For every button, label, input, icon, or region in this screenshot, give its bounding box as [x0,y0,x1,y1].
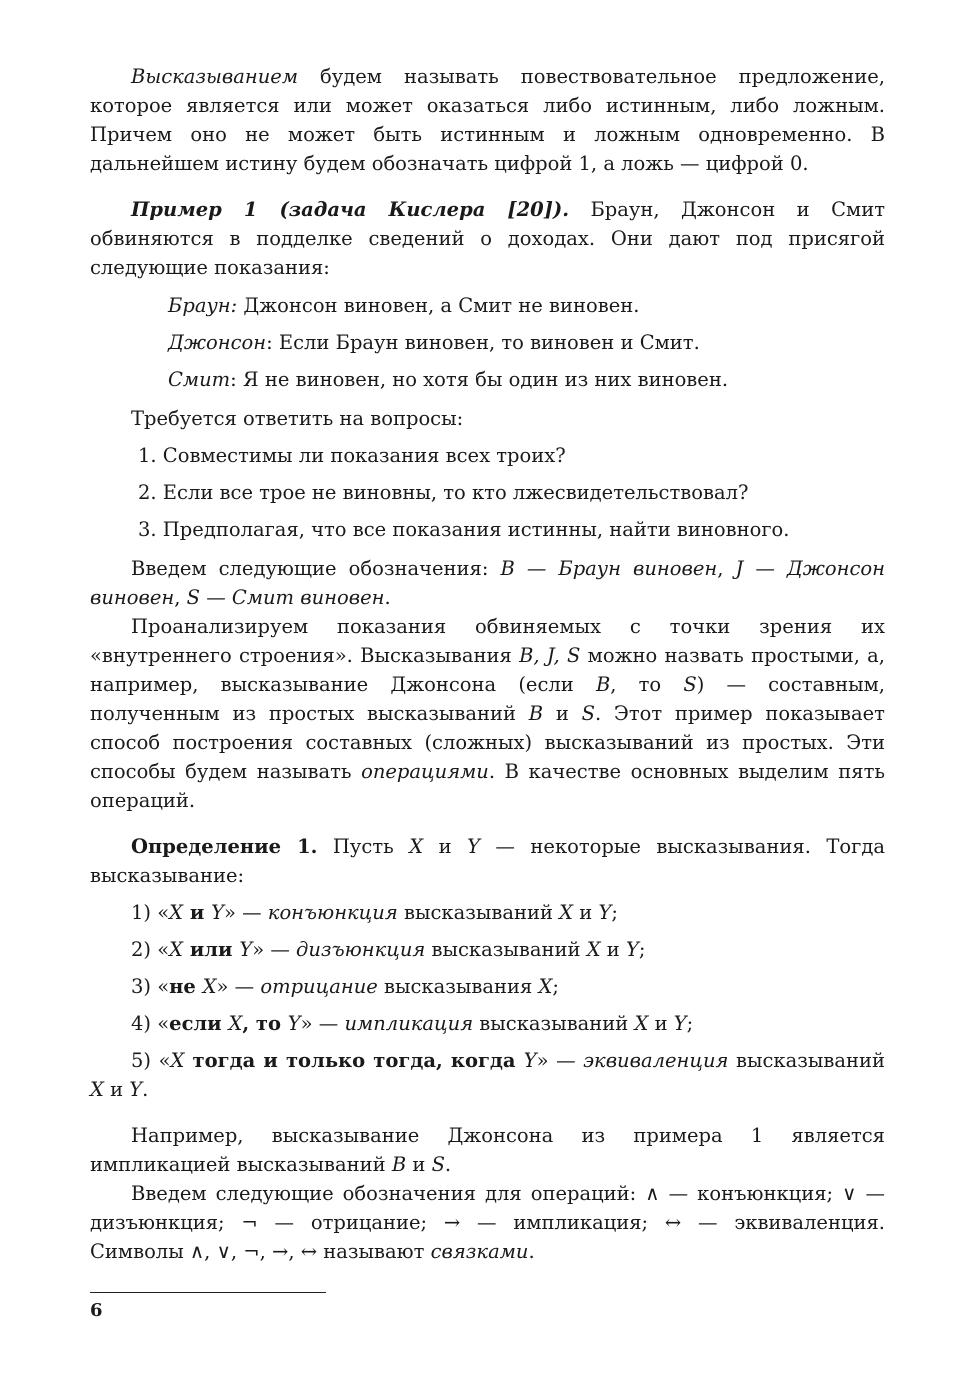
testimony-brown: Браун: Джонсон виновен, а Смит не виновен. [168,294,640,317]
question-item: 1. Совместимы ли показания всех троих? [138,444,566,467]
definition-item-conjunction: 1) «X и Y» — конъюнкция высказываний X и Y; [131,901,618,924]
question-item: 3. Предполагая, что все показания истинны, найти виновного. [138,518,790,541]
questions-list [90,441,885,544]
analysis-paragraph: Проанализируем показания обвиняемых с точки зрения их «внутреннего строения». Высказывания B, J, S можно назвать простыми, а, например, высказывание Джонсона (если B, то S) — составным, полученным из простых высказываний B и S. Этот пример показывает способ построения составных (сложных) высказываний из простых. Эти способы будем называть операциями. В качестве основных выделим пять операций. [90,615,885,812]
connectives-paragraph: Введем следующие обозначения для операций: ∧ — конъюнкция; ∨ — дизъюнкция; ¬ — отрицание; → — импликация; ↔ — эквиваленция. Символы ∧, ∨, ¬, →, ↔ называют связками. [90,1182,885,1263]
example-paragraph: Пример 1 (задача Кислера [20]). Браун, Джонсон и Смит обвиняются в подделке сведений о доходах. Они дают под присягой следующие показания: [90,198,885,279]
question-item: 2. Если все трое не виновны, то кто лжесвидетельствовал? [138,481,749,504]
term-connectives: связками [430,1240,529,1263]
example-heading: Пример 1 (задача Кислера [20]). [131,198,569,221]
definition-list [90,898,885,1104]
definition-item-implication: 4) «если X, то Y» — импликация высказываний X и Y; [131,1012,694,1035]
notation-paragraph: Введем следующие обозначения: B — Браун виновен, J — Джонсон виновен, S — Смит виновен. [90,557,886,609]
definition-item-equivalence: 5) «X тогда и только тогда, когда Y» — эквиваленция высказываний X и Y. [90,1049,885,1101]
implication-example-paragraph: Например, высказывание Джонсона из примера 1 является импликацией высказываний B и S. [90,1124,885,1176]
definition-item-negation: 3) «не X» — отрицание высказывания X; [131,975,559,998]
testimony-smith: Смит: Я не виновен, но хотя бы один из них виновен. [168,368,729,391]
paragraph-definition-statement: Высказыванием будем называть повествовательное предложение, которое является или может оказаться либо истинным, либо ложным. Причем оно не может быть истинным и ложным одновременно. В дальнейшем истину будем обозначать цифрой 1, а ложь — цифрой 0. [90,65,885,175]
term-operations: операциями [361,760,489,783]
term-statement: Высказыванием [131,65,299,88]
page-body [90,62,885,1266]
definition-heading: Определение 1. [131,835,318,858]
page-number: 6 [90,1300,103,1321]
questions-prompt: Требуется ответить на вопросы: [131,407,464,430]
definition-item-disjunction: 2) «X или Y» — дизъюнкция высказываний X и Y; [131,938,646,961]
testimony-johnson: Джонсон: Если Браун виновен, то виновен и Смит. [168,331,700,354]
footer-rule [90,1292,326,1293]
definition-paragraph: Определение 1. Пусть X и Y — некоторые высказывания. Тогда высказывание: [90,835,885,887]
